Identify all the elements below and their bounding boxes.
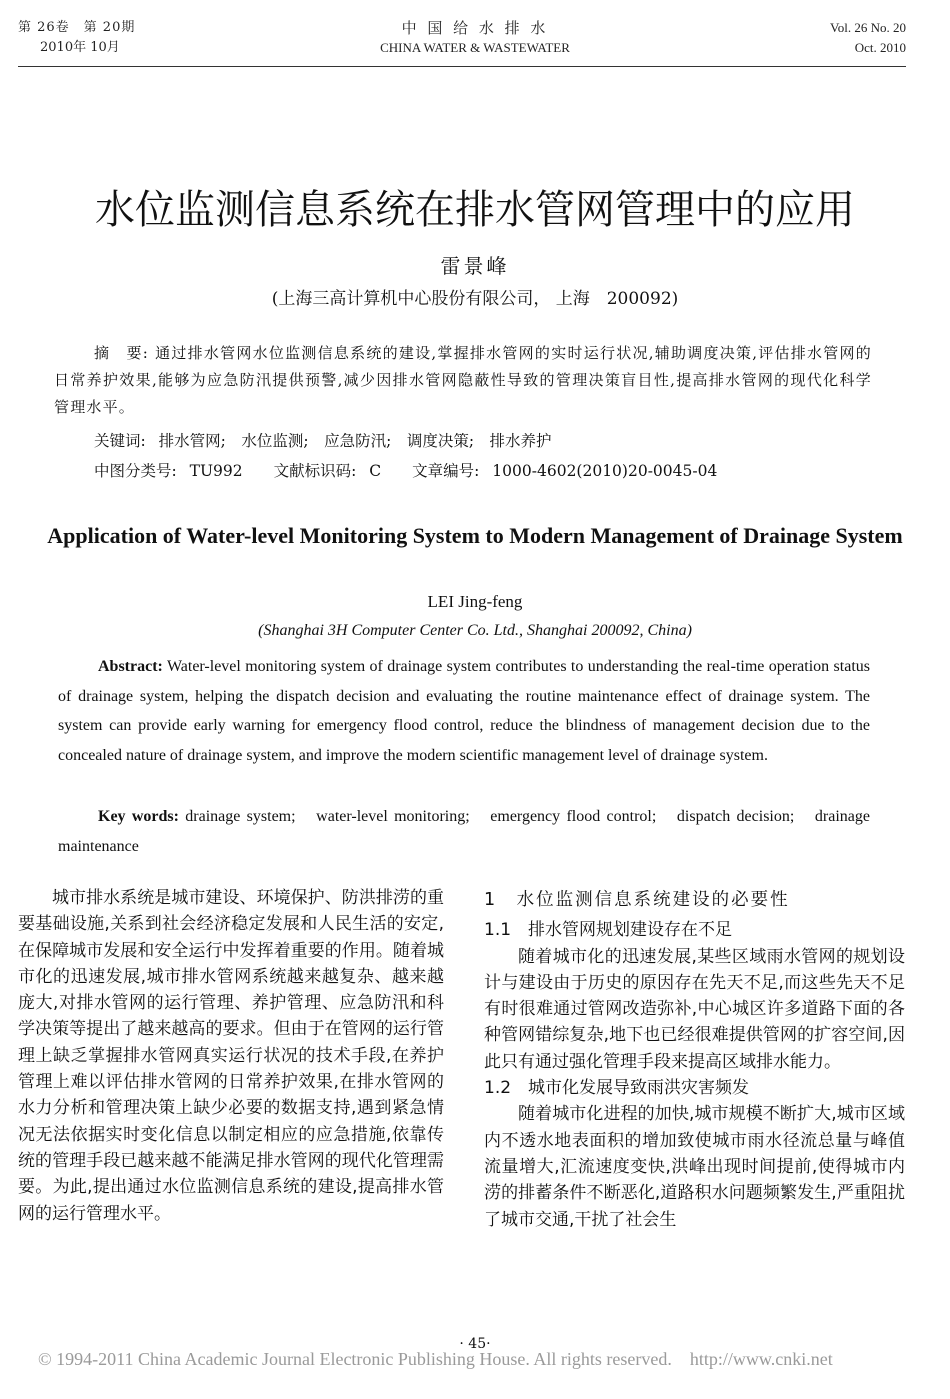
keywords-en [58, 802, 870, 861]
header-rule [18, 66, 906, 67]
section-1-1-heading: 1.1 排水管网规划建设存在不足 [484, 920, 733, 941]
abstract-en-label: Abstract: [98, 658, 163, 675]
article-title-cn: 水位监测信息系统在排水管网管理中的应用 [95, 187, 855, 233]
body-left-column [18, 885, 444, 1227]
header-volume-en [830, 18, 906, 58]
section-1-1-text: 随着城市化的迅速发展,某些区域雨水管网的规划设计与建设由于历史的原因存在先天不足,而这些先天不足有时很难通过管网改造弥补,中心城区许多道路下面的各种管网错综复杂,地下也已经很难提供管网的扩容空间,因此只有通过强化管理手段来提高区域排水能力。 [484, 946, 905, 1072]
abstract-cn [54, 340, 872, 421]
header-volume-issue: 第 26卷 第 20期 [18, 20, 136, 35]
keywords-cn-label: 关键词: [94, 432, 146, 450]
abstract-en-text: Water-level monitoring system of drainage system contributes to understanding the real-time operation status of drainage system, helping the dispatch decision and evaluating the routine maintenance effect of drainage system. The system can provide early warning for emergency flood control, reduce the blindness of management decision due to the concealed nature of drainage system, and improve the modern scientific management level of drainage system. [58, 658, 870, 764]
classification-cn: 中图分类号: TU992 文献标识码: C 文章编号: 1000-4602(2010)20-0045-04 [94, 462, 718, 480]
keywords-cn [94, 428, 552, 455]
keywords-en-label: Key words: [98, 808, 179, 825]
keywords-en-text: drainage system; water-level monitoring; emergency flood control; dispatch decision; drainage maintenance [58, 808, 870, 855]
abstract-cn-label: 摘 要: [94, 344, 150, 362]
header-journal-en: CHINA WATER & WASTEWATER [380, 40, 570, 55]
header-date-en: Oct. 2010 [854, 40, 906, 55]
header-journal-name [0, 18, 950, 58]
article-affiliation-cn: (上海三高计算机中心股份有限公司， 上海 200092) [271, 289, 679, 309]
keywords-cn-text: 排水管网; 水位监测; 应急防汛; 调度决策; 排水养护 [158, 432, 552, 450]
header-date: 2010年 10月 [40, 40, 120, 55]
copyright-watermark: © 1994-2011 China Academic Journal Electronic Publishing House. All rights reserved. http://www.cnki.net [38, 1349, 833, 1369]
body-right-column [484, 887, 905, 1233]
header-journal-cn: 中 国 给 水 排 水 [401, 19, 549, 37]
intro-paragraph: 城市排水系统是城市建设、环境保护、防洪排涝的重要基础设施,关系到社会经济稳定发展和人民生活的安定,在保障城市发展和安全运行中发挥着重要的作用。随着城市化的迅速发展,城市排水管网系统越来越复杂、越来越庞大,对排水管网的运行管理、养护管理、应急防汛和科学决策等提出了越来越高的要求。但由于在管网的运行管理上缺乏掌握排水管网真实运行状况的技术手段,在养护管理上难以评估排水管网的日常养护效果,在排水管网的水力分析和管理决策上缺少必要的数据支持,遇到紧急情况无法依据实时变化信息以制定相应的应急措施,依靠传统的管理手段已越来越不能满足排水管网的现代化管理需要。为此,提出通过水位监测信息系统的建设,提高排水管网的运行管理水平。 [18, 888, 444, 1224]
section-1-2-text: 随着城市化进程的加快,城市规模不断扩大,城市区域内不透水地表面积的增加致使城市雨水径流总量与峰值流量增大,汇流速度变快,洪峰出现时间提前,使得城市内涝的排蓄条件不断恶化,道路积水问题频繁发生,严重阻扰了城市交通,干扰了社会生 [484, 1104, 905, 1230]
article-title-en: Application of Water-level Monitoring System to Modern Management of Drainage System [47, 523, 903, 548]
page-number: · 45· [459, 1336, 491, 1352]
abstract-cn-text: 通过排水管网水位监测信息系统的建设,掌握排水管网的实时运行状况,辅助调度决策,评估排水管网的日常养护效果,能够为应急防汛提供预警,减少因排水管网隐蔽性导致的管理决策盲目性,提高排水管网的现代化科学管理水平。 [54, 344, 873, 416]
header-volume-en-line: Vol. 26 No. 20 [830, 20, 906, 35]
article-author-en: LEI Jing-feng [427, 592, 523, 611]
abstract-en [58, 652, 870, 770]
article-author-cn: 雷景峰 [440, 254, 510, 278]
section-1-2-heading: 1.2 城市化发展导致雨洪灾害频发 [484, 1078, 750, 1099]
section-1-heading: 1 水位监测信息系统建设的必要性 [484, 890, 790, 910]
article-affiliation-en: (Shanghai 3H Computer Center Co. Ltd., Shanghai 200092, China) [258, 622, 692, 639]
